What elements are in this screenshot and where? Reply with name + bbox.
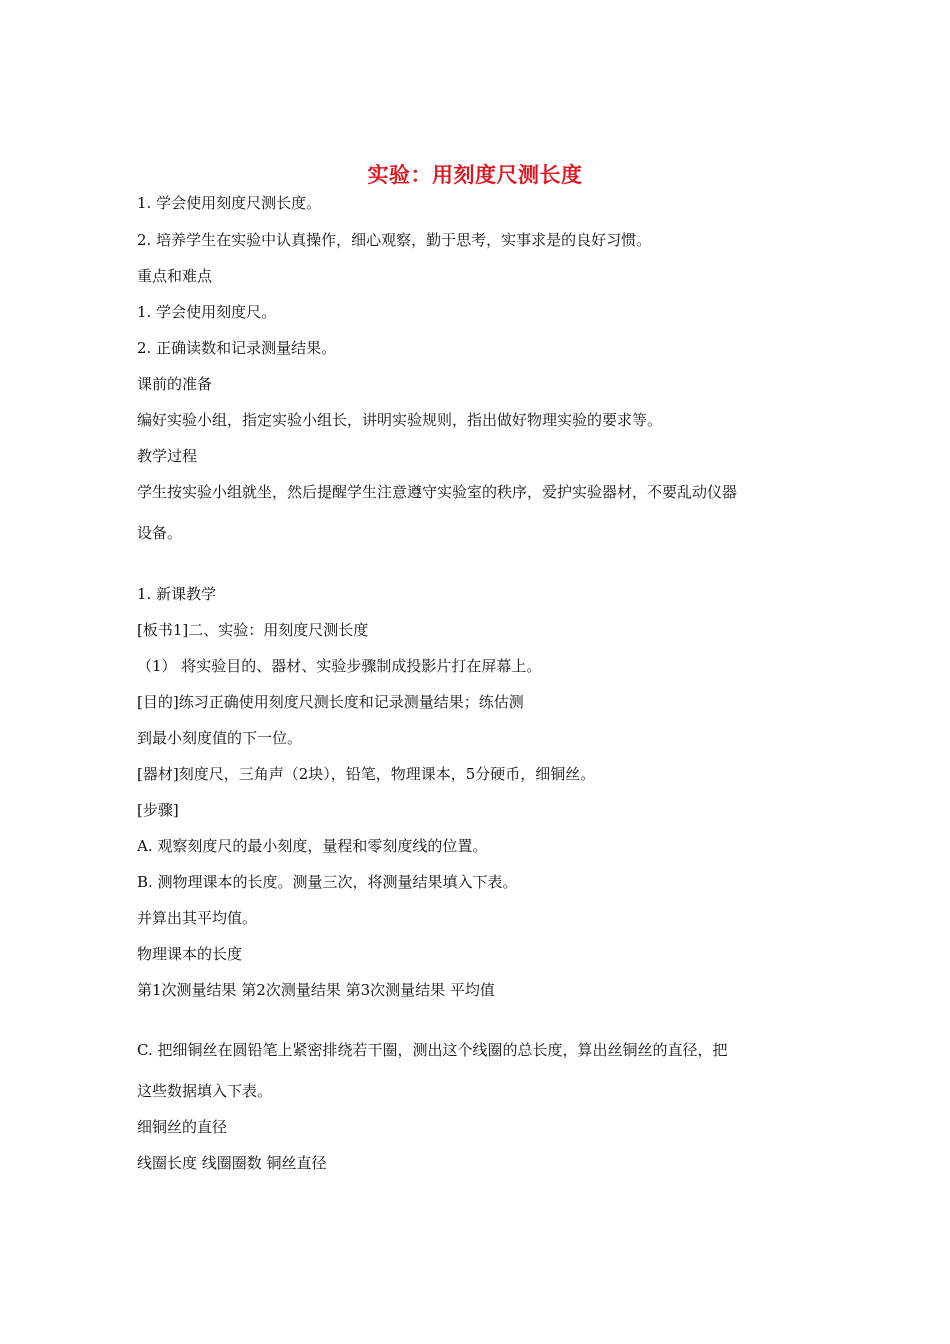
table-header-wire-diameter: 线圈长度 线圈圈数 铜丝直径 xyxy=(137,1154,327,1172)
table-header-book-length: 第1次测量结果 第2次测量结果 第3次测量结果 平均值 xyxy=(137,981,495,999)
new-lesson-heading: 1. 新课教学 xyxy=(137,585,217,603)
step-a: A. 观察刻度尺的最小刻度，量程和零刻度线的位置。 xyxy=(137,837,488,855)
section-heading-key-points: 重点和难点 xyxy=(137,267,213,285)
page-title: 实验：用刻度尺测长度 xyxy=(367,163,583,187)
board-note: [板书1]二、实验：用刻度尺测长度 xyxy=(137,621,369,639)
step-c-continued: 这些数据填入下表。 xyxy=(137,1082,273,1100)
step-b: B. 测物理课本的长度。测量三次，将测量结果填入下表。 xyxy=(137,873,518,891)
key-point-1: 1. 学会使用刻度尺。 xyxy=(137,303,277,321)
purpose-text: [目的]练习正确使用刻度尺测长度和记录测量结果；练估测 xyxy=(137,693,524,711)
step-projection: （1） 将实验目的、器材、实验步骤制成投影片打在屏幕上。 xyxy=(137,657,542,675)
key-point-2: 2. 正确读数和记录测量结果。 xyxy=(137,339,337,357)
table-caption-wire-diameter: 细铜丝的直径 xyxy=(137,1118,228,1136)
equipment-text: [器材]刻度尺，三角声（2块），铅笔，物理课本，5分硬币，细铜丝。 xyxy=(137,765,596,783)
step-c: C. 把细铜丝在圆铅笔上紧密排绕若干圈，测出这个线圈的总长度，算出丝铜丝的直径，把 xyxy=(137,1041,728,1059)
table-caption-book-length: 物理课本的长度 xyxy=(137,945,243,963)
step-b-continued: 并算出其平均值。 xyxy=(137,909,258,927)
section-heading-process: 教学过程 xyxy=(137,447,198,465)
steps-heading: [步骤] xyxy=(137,801,179,819)
process-text: 学生按实验小组就坐，然后提醒学生注意遵守实验室的秩序，爱护实验器材，不要乱动仪器 xyxy=(137,483,738,501)
objective-2: 2. 培养学生在实验中认真操作，细心观察，勤于思考，实事求是的良好习惯。 xyxy=(137,231,652,249)
section-heading-preparation: 课前的准备 xyxy=(137,375,213,393)
preparation-text: 编好实验小组，指定实验小组长，讲明实验规则，指出做好物理实验的要求等。 xyxy=(137,411,663,429)
objective-1: 1. 学会使用刻度尺测长度。 xyxy=(137,194,322,212)
process-text-continued: 设备。 xyxy=(137,524,183,542)
purpose-text-continued: 到最小刻度值的下一位。 xyxy=(137,729,303,747)
